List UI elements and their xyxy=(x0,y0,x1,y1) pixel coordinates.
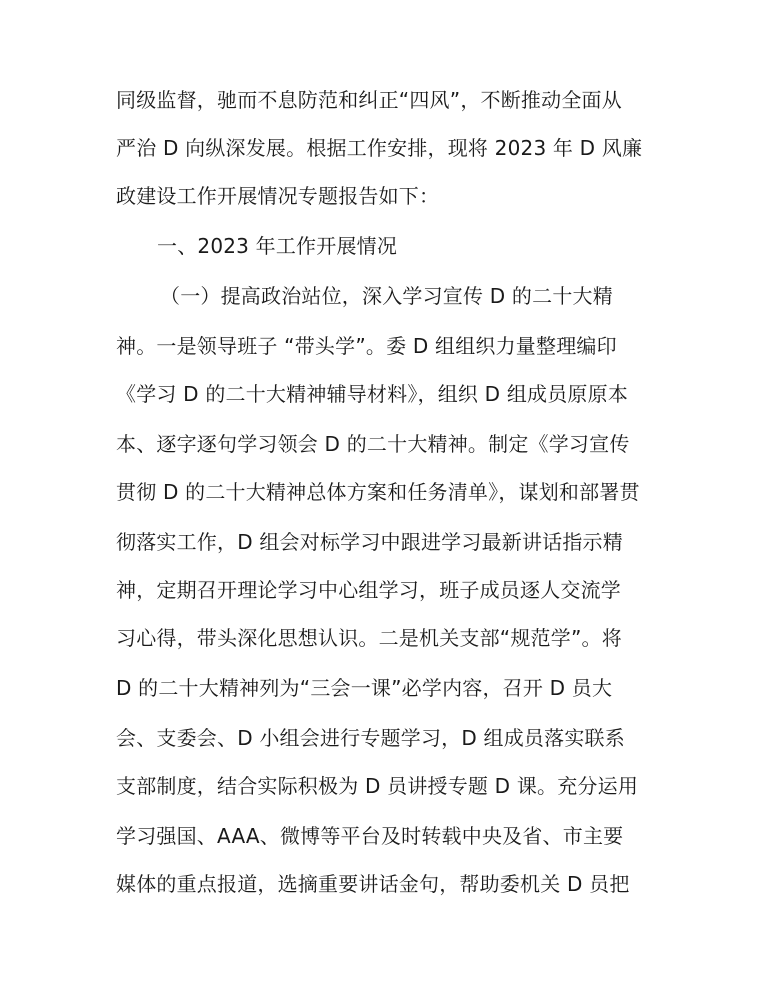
text-line: 同级监督，驰而不息防范和纠正“四风”，不断推动全面从 xyxy=(116,88,622,112)
text-line: 媒体的重点报道，选摘重要讲话金句，帮助委机关 D 员把 xyxy=(116,872,630,896)
text-line: 贯彻 D 的二十大精神总体方案和任务清单》，谋划和部署贯 xyxy=(116,480,640,504)
text-line: 严治 D 向纵深发展。根据工作安排，现将 2023 年 D 风廉 xyxy=(116,136,643,160)
text-line: 彻落实工作，D 组会对标学习中跟进学习最新讲话指示精 xyxy=(116,530,623,554)
text-line: 习心得，带头深化思想认识。二是机关支部“规范学”。将 xyxy=(116,626,622,650)
text-line: 《学习 D 的二十大精神辅导材料》，组织 D 组成员原原本 xyxy=(116,382,629,406)
text-line: 会、支委会、D 小组会进行专题学习，D 组成员落实联系 xyxy=(116,726,625,750)
text-line: 本、逐字逐句学习领会 D 的二十大精神。制定《学习宣传 xyxy=(116,432,630,456)
text-line: D 的二十大精神列为“三会一课”必学内容，召开 D 员大 xyxy=(116,676,613,700)
text-line: 神。一是领导班子 “带头学”。委 D 组组织力量整理编印 xyxy=(116,334,617,358)
text-line: 政建设工作开展情况专题报告如下： xyxy=(116,184,440,208)
text-line: 支部制度，结合实际积极为 D 员讲授专题 D 课。充分运用 xyxy=(116,774,639,798)
text-line: 学习强国、AAA、微博等平台及时转载中央及省、市主要 xyxy=(116,824,624,848)
subsection-heading: （一）提高政治站位，深入学习宣传 D 的二十大精 xyxy=(160,284,613,308)
section-heading: 一、2023 年工作开展情况 xyxy=(157,234,398,258)
text-line: 神，定期召开理论学习中心组学习，班子成员逐人交流学 xyxy=(116,578,621,602)
